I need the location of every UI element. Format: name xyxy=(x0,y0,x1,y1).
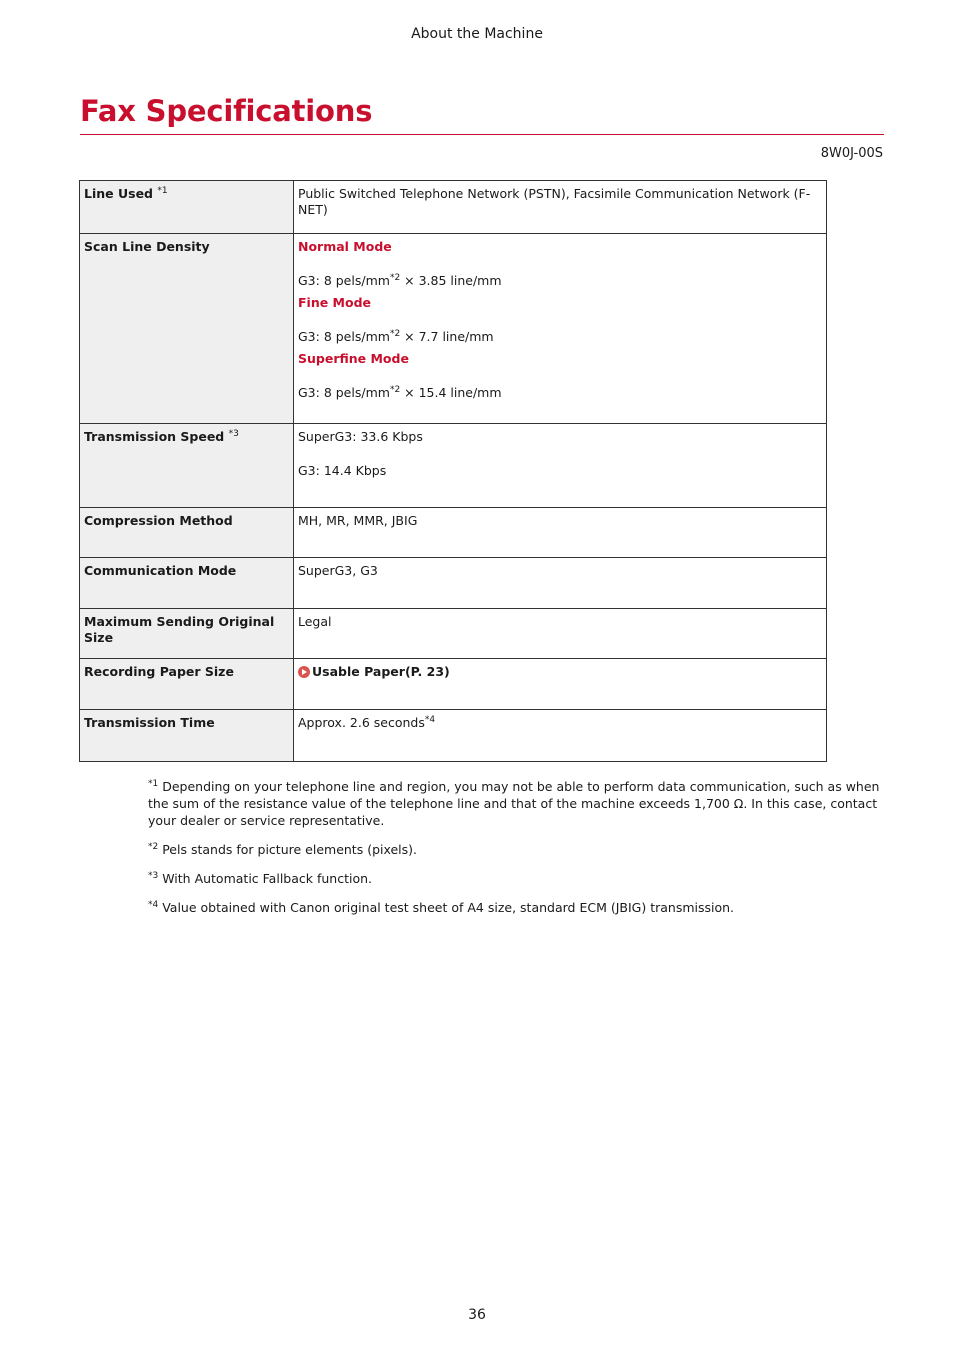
table-row xyxy=(80,609,827,659)
usable-paper-link[interactable] xyxy=(298,664,450,680)
footnote xyxy=(148,870,888,887)
footnote xyxy=(148,899,888,916)
value-text: SuperG3, G3 xyxy=(298,563,378,578)
footnote-mark: *2 xyxy=(148,842,159,852)
row-value xyxy=(294,424,827,508)
table-row xyxy=(80,181,827,234)
row-value xyxy=(294,508,827,558)
footnote-text: Pels stands for picture elements (pixels). xyxy=(158,842,418,857)
footnote xyxy=(148,841,888,858)
row-label xyxy=(80,508,294,558)
row-label xyxy=(80,234,294,424)
mode-value xyxy=(298,329,822,345)
table-row xyxy=(80,234,827,424)
value-text: MH, MR, MMR, JBIG xyxy=(298,513,418,528)
value-text: × 3.85 line/mm xyxy=(400,273,502,288)
footnote-ref: *4 xyxy=(424,715,436,725)
footnote-mark: *4 xyxy=(148,900,159,910)
value-text: Legal xyxy=(298,614,332,629)
footnote-ref: *2 xyxy=(389,385,401,395)
footnote-text: Depending on your telephone line and region, you may not be able to perform data communication, such as when the sum of the resistance value of the telephone line and that of the machine exceeds 1,700 Ω. In this case, contact your dealer or service representative. xyxy=(148,779,880,828)
footnote-ref: *3 xyxy=(228,429,239,439)
fax-spec-table xyxy=(79,180,827,762)
row-value xyxy=(294,234,827,424)
page-number: 36 xyxy=(468,1307,486,1323)
mode-value xyxy=(298,385,822,401)
value-text: G3: 8 pels/mm xyxy=(298,329,390,344)
document-id: 8W0J-00S xyxy=(820,146,883,161)
link-text[interactable]: Usable Paper(P. 23) xyxy=(312,664,450,679)
row-value xyxy=(294,181,827,234)
label-text: Transmission Speed xyxy=(84,429,225,444)
value-text: Public Switched Telephone Network (PSTN), Facsimile Communication Network (F-NET) xyxy=(298,186,811,217)
row-label xyxy=(80,710,294,762)
value-text: G3: 8 pels/mm xyxy=(298,385,390,400)
footnote-text: With Automatic Fallback function. xyxy=(158,871,373,886)
footnote xyxy=(148,778,888,829)
running-header: About the Machine xyxy=(411,26,543,42)
arrow-right-circle-icon xyxy=(298,666,310,678)
row-value xyxy=(294,609,827,659)
value-text: G3: 8 pels/mm xyxy=(298,273,390,288)
table-row xyxy=(80,508,827,558)
value-text: G3: 14.4 Kbps xyxy=(298,463,387,478)
table-row xyxy=(80,424,827,508)
mode-value xyxy=(298,273,822,289)
label-text: Transmission Time xyxy=(84,715,215,730)
label-text: Line Used xyxy=(84,186,153,201)
row-value xyxy=(294,558,827,609)
row-label xyxy=(80,181,294,234)
label-text: Recording Paper Size xyxy=(84,664,234,679)
footnote-ref: *2 xyxy=(389,329,401,339)
footnotes xyxy=(148,778,888,928)
page-title: Fax Specifications xyxy=(80,92,884,135)
value-text: Approx. 2.6 seconds xyxy=(298,715,425,730)
label-text: Compression Method xyxy=(84,513,233,528)
value-text: × 15.4 line/mm xyxy=(400,385,502,400)
mode-heading: Superfine Mode xyxy=(298,351,409,366)
row-label xyxy=(80,558,294,609)
mode-heading: Normal Mode xyxy=(298,239,392,254)
mode-heading: Fine Mode xyxy=(298,295,372,310)
value-text: SuperG3: 33.6 Kbps xyxy=(298,429,423,444)
row-value xyxy=(294,659,827,710)
footnote-mark: *3 xyxy=(148,871,159,881)
table-row xyxy=(80,659,827,710)
row-label xyxy=(80,424,294,508)
footnote-ref: *2 xyxy=(389,273,401,283)
row-value xyxy=(294,710,827,762)
row-label xyxy=(80,659,294,710)
row-label xyxy=(80,609,294,659)
footnote-ref: *1 xyxy=(157,186,168,196)
label-text: Scan Line Density xyxy=(84,239,210,254)
label-text: Maximum Sending Original Size xyxy=(84,614,275,645)
value-text: × 7.7 line/mm xyxy=(400,329,494,344)
label-text: Communication Mode xyxy=(84,563,237,578)
footnote-text: Value obtained with Canon original test sheet of A4 size, standard ECM (JBIG) transmission. xyxy=(158,900,735,915)
footnote-mark: *1 xyxy=(148,779,159,789)
table-row xyxy=(80,558,827,609)
table-row xyxy=(80,710,827,762)
